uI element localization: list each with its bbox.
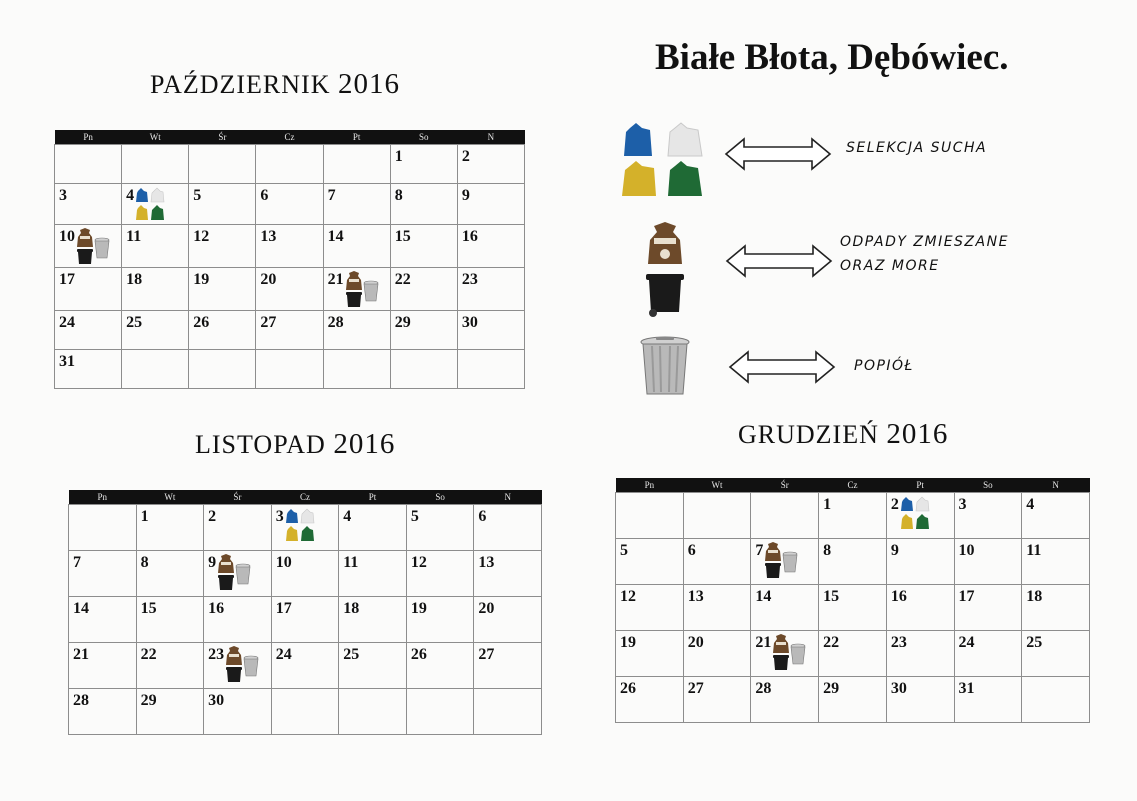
empty-day-cell xyxy=(55,145,122,184)
day-cell xyxy=(136,551,204,597)
day-number: 6 xyxy=(478,508,487,525)
day-cell xyxy=(683,539,751,585)
day-cell xyxy=(954,493,1022,539)
weekday-header: Wt xyxy=(136,490,204,505)
day-cell xyxy=(406,505,474,551)
day-number: 15 xyxy=(823,588,840,605)
day-number: 8 xyxy=(140,554,149,571)
day-number: 1 xyxy=(140,508,149,525)
day-number: 17 xyxy=(958,588,975,605)
day-number: 16 xyxy=(461,228,478,245)
weekday-header: Śr xyxy=(751,478,819,493)
empty-day-cell xyxy=(457,350,524,389)
day-cell xyxy=(323,311,390,350)
day-number: 24 xyxy=(958,634,975,651)
day-cell xyxy=(390,311,457,350)
weekday-header: Śr xyxy=(189,130,256,145)
empty-day-cell xyxy=(751,493,819,539)
day-cell xyxy=(683,585,751,631)
day-number: 19 xyxy=(620,634,636,651)
weekday-header: So xyxy=(954,478,1022,493)
weekday-header: Cz xyxy=(256,130,323,145)
day-number: 28 xyxy=(755,680,772,697)
day-cell xyxy=(819,631,887,677)
empty-day-cell xyxy=(683,493,751,539)
day-number: 30 xyxy=(890,680,907,697)
day-number: 19 xyxy=(410,600,427,617)
day-cell xyxy=(390,145,457,184)
empty-day-cell xyxy=(339,689,407,735)
day-number: 4 xyxy=(343,508,352,525)
day-cell xyxy=(339,505,407,551)
day-cell xyxy=(390,184,457,225)
day-cell xyxy=(819,585,887,631)
day-cell xyxy=(457,184,524,225)
day-cell xyxy=(406,551,474,597)
day-number: 7 xyxy=(755,542,764,559)
day-number: 11 xyxy=(1026,542,1042,559)
day-cell xyxy=(886,493,954,539)
weekday-header: N xyxy=(474,490,542,505)
mixed-and-ash-pickup-icon xyxy=(225,646,259,682)
weekday-header: Wt xyxy=(122,130,189,145)
day-number: 10 xyxy=(958,542,975,559)
day-cell xyxy=(136,597,204,643)
day-number: 18 xyxy=(343,600,360,617)
day-number: 12 xyxy=(620,588,636,605)
day-cell xyxy=(69,643,137,689)
day-number: 29 xyxy=(823,680,840,697)
day-number: 19 xyxy=(193,271,210,288)
day-number: 1 xyxy=(823,496,832,513)
day-number: 30 xyxy=(208,692,225,709)
day-cell xyxy=(323,184,390,225)
october-title xyxy=(150,68,400,101)
day-cell xyxy=(886,631,954,677)
day-cell xyxy=(1022,539,1090,585)
day-cell xyxy=(136,643,204,689)
december-year: 2016 xyxy=(886,418,949,450)
day-number: 20 xyxy=(260,271,277,288)
day-number: 21 xyxy=(327,271,344,288)
empty-day-cell xyxy=(323,145,390,184)
day-cell xyxy=(954,585,1022,631)
october-name: PAŹDZIERNIK xyxy=(150,70,331,99)
day-number: 28 xyxy=(73,692,89,709)
october-calendar xyxy=(54,130,525,389)
day-cell xyxy=(189,268,256,311)
day-number: 12 xyxy=(410,554,427,571)
empty-day-cell xyxy=(122,145,189,184)
day-cell xyxy=(189,311,256,350)
day-number: 6 xyxy=(260,187,269,204)
day-number: 27 xyxy=(260,314,277,331)
day-cell xyxy=(474,643,542,689)
day-cell xyxy=(474,505,542,551)
day-number: 11 xyxy=(126,228,142,245)
day-cell xyxy=(323,225,390,268)
november-name: LISTOPAD xyxy=(195,430,326,459)
day-number: 24 xyxy=(59,314,75,331)
day-cell xyxy=(1022,493,1090,539)
legend-mixed-label xyxy=(840,230,1009,278)
day-number: 30 xyxy=(461,314,478,331)
day-number: 13 xyxy=(478,554,495,571)
day-number: 20 xyxy=(478,600,495,617)
week-row xyxy=(55,268,525,311)
day-cell xyxy=(616,677,684,723)
day-number: 25 xyxy=(1026,634,1043,651)
december-name: GRUDZIEŃ xyxy=(738,420,879,449)
day-cell xyxy=(69,597,137,643)
day-cell xyxy=(204,689,272,735)
weekday-header: Pt xyxy=(886,478,954,493)
day-number: 9 xyxy=(208,554,217,571)
day-number: 27 xyxy=(478,646,495,663)
empty-day-cell xyxy=(69,505,137,551)
day-number: 24 xyxy=(275,646,292,663)
day-cell xyxy=(406,643,474,689)
empty-day-cell xyxy=(1022,677,1090,723)
day-number: 3 xyxy=(59,187,67,204)
day-number: 26 xyxy=(410,646,427,663)
november-year: 2016 xyxy=(333,428,396,460)
day-number: 29 xyxy=(394,314,411,331)
day-number: 16 xyxy=(890,588,907,605)
week-row xyxy=(69,689,542,735)
week-row xyxy=(69,597,542,643)
day-cell xyxy=(683,631,751,677)
day-cell xyxy=(339,643,407,689)
day-cell xyxy=(751,585,819,631)
day-number: 9 xyxy=(461,187,470,204)
arrow-ash-icon xyxy=(728,350,836,384)
day-cell xyxy=(136,689,204,735)
day-cell xyxy=(69,551,137,597)
day-number: 2 xyxy=(890,496,899,513)
legend-dry-label: SELEKCJA SUCHA xyxy=(846,140,988,156)
mixed-and-ash-pickup-icon xyxy=(772,634,806,670)
day-cell xyxy=(256,184,323,225)
legend-mixed-line2: ORAZ MORE xyxy=(840,258,940,274)
day-number: 1 xyxy=(394,148,403,165)
day-cell xyxy=(69,689,137,735)
day-number: 6 xyxy=(687,542,696,559)
page-title: Białe Błota, Dębówiec. xyxy=(655,37,1009,78)
day-number: 2 xyxy=(208,508,217,525)
day-number: 10 xyxy=(59,228,75,245)
week-row xyxy=(69,551,542,597)
day-number: 22 xyxy=(823,634,840,651)
day-cell xyxy=(55,225,122,268)
day-number: 14 xyxy=(755,588,772,605)
day-cell xyxy=(271,505,339,551)
day-number: 15 xyxy=(394,228,411,245)
day-cell xyxy=(457,145,524,184)
day-cell xyxy=(406,597,474,643)
ash-bin-icon xyxy=(638,336,692,403)
empty-day-cell xyxy=(474,689,542,735)
weekday-header: Cz xyxy=(271,490,339,505)
november-title xyxy=(195,428,395,461)
dry-selection-pickup-icon xyxy=(285,508,315,542)
weekday-header: Pn xyxy=(616,478,684,493)
day-cell xyxy=(122,225,189,268)
legend-mixed-line1: ODPADY ZMIESZANE xyxy=(840,234,1009,250)
week-row xyxy=(616,631,1090,677)
december-title xyxy=(738,418,948,451)
legend-ash-label: POPIÓŁ xyxy=(854,358,914,374)
weekday-header: Pt xyxy=(323,130,390,145)
day-cell xyxy=(819,677,887,723)
weekday-header: N xyxy=(1022,478,1090,493)
day-cell xyxy=(474,551,542,597)
day-number: 27 xyxy=(687,680,704,697)
weekday-header: Śr xyxy=(204,490,272,505)
day-cell xyxy=(204,597,272,643)
day-number: 8 xyxy=(394,187,403,204)
dry-selection-pickup-icon xyxy=(135,187,165,221)
day-cell xyxy=(390,268,457,311)
day-number: 23 xyxy=(461,271,478,288)
day-cell xyxy=(189,184,256,225)
week-row xyxy=(616,493,1090,539)
day-cell xyxy=(339,551,407,597)
day-cell xyxy=(683,677,751,723)
october-year: 2016 xyxy=(337,68,400,100)
day-cell xyxy=(204,643,272,689)
day-number: 26 xyxy=(620,680,636,697)
empty-day-cell xyxy=(406,689,474,735)
day-number: 23 xyxy=(208,646,225,663)
day-number: 25 xyxy=(126,314,143,331)
day-cell xyxy=(256,225,323,268)
mixed-and-ash-pickup-icon xyxy=(76,228,110,264)
day-cell xyxy=(819,539,887,585)
mixed-and-ash-pickup-icon xyxy=(345,271,379,307)
empty-day-cell xyxy=(256,145,323,184)
day-cell xyxy=(616,631,684,677)
day-number: 4 xyxy=(1026,496,1035,513)
empty-day-cell xyxy=(189,145,256,184)
weekday-header: So xyxy=(390,130,457,145)
day-cell xyxy=(457,268,524,311)
november-calendar xyxy=(68,490,542,735)
day-number: 7 xyxy=(327,187,336,204)
week-row xyxy=(55,145,525,184)
weekday-header: N xyxy=(457,130,524,145)
day-number: 31 xyxy=(958,680,975,697)
week-row xyxy=(616,585,1090,631)
week-row xyxy=(616,539,1090,585)
weekday-header: Pt xyxy=(339,490,407,505)
weekday-header: Wt xyxy=(683,478,751,493)
day-number: 13 xyxy=(687,588,704,605)
day-number: 17 xyxy=(275,600,292,617)
day-number: 5 xyxy=(193,187,202,204)
week-row xyxy=(55,311,525,350)
day-number: 13 xyxy=(260,228,277,245)
day-cell xyxy=(616,539,684,585)
empty-day-cell xyxy=(189,350,256,389)
day-number: 9 xyxy=(890,542,899,559)
arrow-mixed-icon xyxy=(725,244,833,278)
day-cell xyxy=(271,551,339,597)
day-number: 16 xyxy=(208,600,225,617)
week-row xyxy=(55,225,525,268)
day-cell xyxy=(457,225,524,268)
day-cell xyxy=(55,184,122,225)
day-number: 29 xyxy=(140,692,157,709)
day-cell xyxy=(954,631,1022,677)
week-row xyxy=(616,677,1090,723)
day-cell xyxy=(474,597,542,643)
day-number: 21 xyxy=(73,646,89,663)
weekday-header: Cz xyxy=(819,478,887,493)
day-cell xyxy=(954,677,1022,723)
day-number: 5 xyxy=(620,542,628,559)
empty-day-cell xyxy=(256,350,323,389)
day-number: 14 xyxy=(73,600,89,617)
day-number: 22 xyxy=(394,271,411,288)
day-cell xyxy=(271,643,339,689)
day-cell xyxy=(122,311,189,350)
day-cell xyxy=(122,184,189,225)
day-number: 28 xyxy=(327,314,344,331)
week-row xyxy=(69,505,542,551)
day-number: 3 xyxy=(275,508,284,525)
day-number: 22 xyxy=(140,646,157,663)
day-cell xyxy=(339,597,407,643)
day-number: 26 xyxy=(193,314,210,331)
mixed-waste-bag-and-bin-icon xyxy=(640,222,690,323)
day-cell xyxy=(55,268,122,311)
day-cell xyxy=(204,505,272,551)
december-calendar xyxy=(615,478,1090,723)
week-row xyxy=(55,350,525,389)
day-number: 14 xyxy=(327,228,344,245)
day-number: 7 xyxy=(73,554,81,571)
day-number: 17 xyxy=(59,271,75,288)
day-cell xyxy=(136,505,204,551)
mixed-and-ash-pickup-icon xyxy=(217,554,251,590)
day-number: 31 xyxy=(59,353,75,370)
day-cell xyxy=(616,585,684,631)
day-cell xyxy=(886,677,954,723)
day-cell xyxy=(886,585,954,631)
day-cell xyxy=(751,631,819,677)
day-number: 20 xyxy=(687,634,704,651)
dry-selection-bags-icon xyxy=(622,120,710,205)
day-number: 11 xyxy=(343,554,359,571)
day-number: 21 xyxy=(755,634,772,651)
day-cell xyxy=(886,539,954,585)
day-number: 8 xyxy=(823,542,832,559)
empty-day-cell xyxy=(122,350,189,389)
day-cell xyxy=(55,311,122,350)
day-cell xyxy=(256,268,323,311)
empty-day-cell xyxy=(323,350,390,389)
day-number: 23 xyxy=(890,634,907,651)
day-cell xyxy=(204,551,272,597)
day-cell xyxy=(390,225,457,268)
weekday-header: Pn xyxy=(55,130,122,145)
day-cell xyxy=(189,225,256,268)
day-cell xyxy=(819,493,887,539)
day-cell xyxy=(122,268,189,311)
weekday-header: So xyxy=(406,490,474,505)
day-number: 18 xyxy=(1026,588,1043,605)
day-cell xyxy=(256,311,323,350)
day-cell xyxy=(271,597,339,643)
empty-day-cell xyxy=(271,689,339,735)
day-number: 5 xyxy=(410,508,419,525)
empty-day-cell xyxy=(390,350,457,389)
day-cell xyxy=(751,677,819,723)
weekday-header: Pn xyxy=(69,490,137,505)
day-number: 12 xyxy=(193,228,210,245)
day-number: 4 xyxy=(126,187,135,204)
day-cell xyxy=(1022,631,1090,677)
day-number: 15 xyxy=(140,600,157,617)
day-cell xyxy=(323,268,390,311)
day-cell xyxy=(954,539,1022,585)
dry-selection-pickup-icon xyxy=(900,496,930,530)
arrow-dry-icon xyxy=(724,137,832,171)
day-number: 10 xyxy=(275,554,292,571)
day-cell xyxy=(1022,585,1090,631)
day-cell xyxy=(55,350,122,389)
day-number: 18 xyxy=(126,271,143,288)
mixed-and-ash-pickup-icon xyxy=(764,542,798,578)
day-number: 25 xyxy=(343,646,360,663)
day-cell xyxy=(751,539,819,585)
week-row xyxy=(69,643,542,689)
empty-day-cell xyxy=(616,493,684,539)
week-row xyxy=(55,184,525,225)
day-number: 3 xyxy=(958,496,967,513)
day-number: 2 xyxy=(461,148,470,165)
day-cell xyxy=(457,311,524,350)
